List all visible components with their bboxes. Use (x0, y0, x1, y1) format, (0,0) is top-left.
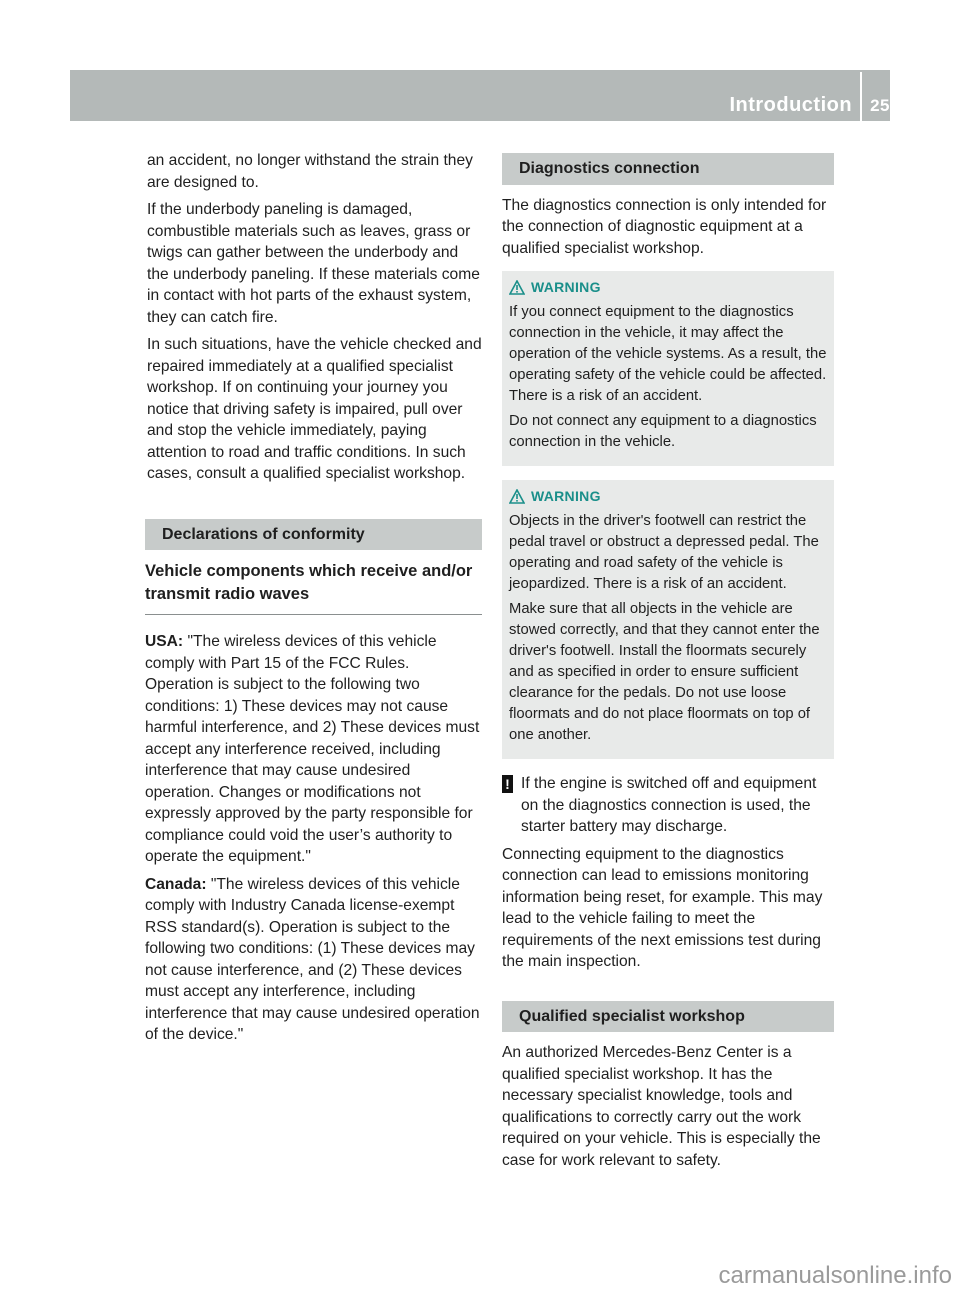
section-heading-diagnostics: Diagnostics connection (502, 153, 834, 185)
warning-text: Make sure that all objects in the vehicle are stowed correctly, and that they cannot enter the driver's footwell. Install the floormats securely and as specified in order to ensure sufficient clearance for the pedals. Do not use loose floormats and do not place floormats on top of one another. (509, 601, 820, 743)
warning-text: Do not connect any equipment to a diagnostics connection in the vehicle. (509, 413, 817, 450)
warning-box (502, 271, 834, 466)
chapter-title: Introduction (729, 93, 853, 116)
warning-box (502, 480, 834, 759)
warning-triangle-icon (509, 280, 525, 295)
page-header (690, 88, 890, 123)
watermark: carmanualsonline.info (718, 1262, 952, 1289)
header-separator (860, 72, 862, 123)
exclamation-icon: ! (502, 775, 513, 793)
usa-label: USA: (145, 633, 184, 650)
warning-triangle-icon (509, 489, 525, 504)
usa-text: "The wireless devices of this vehicle comply with Part 15 of the FCC Rules. Operation is subject to the following two conditions: 1) These devices may not cause harmful interference, and 2) These devices must accept any interference received, including interference that may cause undesired operation. Changes or modifications not expressly approved by the party responsible for compliance could void the user’s authority to operate the equipment." (145, 633, 480, 865)
paragraph: Connecting equipment to the diagnostics connection can lead to emissions monitoring information being reset, for example. This may lead to the vehicle failing to meet the requirements of the next emissions test during the main inspection. (502, 845, 823, 970)
warning-text: If you connect equipment to the diagnostics connection in the vehicle, it may affect the operation of the vehicle systems. As a result, the operating safety of the vehicle could be affected. There is a risk of an accident. (509, 304, 827, 404)
notice (502, 773, 834, 838)
paragraph: The diagnostics connection is only intended for the connection of diagnostic equipment at a qualified specialist workshop. (502, 196, 827, 257)
paragraph: An authorized Mercedes-Benz Center is a qualified specialist workshop. It has the necessary specialist knowledge, tools and qualifications to correctly carry out the work required on your vehicle. This is especially the case for work relevant to safety. (502, 1044, 821, 1169)
paragraph: In such situations, have the vehicle checked and repaired immediately at a qualified specialist workshop. If on continuing your journey you notice that driving safety is impaired, pull over and stop the vehicle immediately, paying attention to road and traffic conditions. In such cases, consult a qualified specialist workshop. (147, 336, 482, 482)
section-heading-workshop: Qualified specialist workshop (502, 1001, 834, 1033)
section-heading-declarations: Declarations of conformity (145, 519, 482, 551)
warning-title (509, 277, 827, 298)
right-column (502, 153, 834, 1177)
canada-statement (145, 874, 482, 1046)
warning-text: Objects in the driver's footwell can restrict the pedal travel or obstruct a depressed pedal. The operating and road safety of the vehicle is jeopardized. There is a risk of an accident. (509, 513, 819, 592)
canada-label: Canada: (145, 875, 207, 893)
paragraph: If the underbody paneling is damaged, combustible materials such as leaves, grass or twigs can gather between the underbody and the underbody paneling. If these materials come in contact with hot parts of the exhaust system, they can catch fire. (147, 201, 480, 326)
warning-label: WARNING (531, 279, 601, 295)
page-number: 25 (870, 95, 890, 115)
warning-title (509, 486, 827, 507)
subheading-radio-components: Vehicle components which receive and/or transmit radio waves (145, 560, 482, 615)
canada-text: "The wireless devices of this vehicle comply with Industry Canada license-exempt RSS standard(s). Operation is subject to the following two conditions: (1) These devices may not cause interference, and (2) These devices must accept any interference, including interference that may cause undesired operation of the device." (145, 875, 480, 1043)
paragraph: an accident, no longer withstand the strain they are designed to. (147, 152, 473, 191)
notice-text: If the engine is switched off and equipment on the diagnostics connection is used, the starter battery may discharge. (521, 775, 817, 835)
warning-label: WARNING (531, 488, 601, 504)
usa-statement (145, 631, 482, 868)
left-column (145, 150, 482, 1052)
